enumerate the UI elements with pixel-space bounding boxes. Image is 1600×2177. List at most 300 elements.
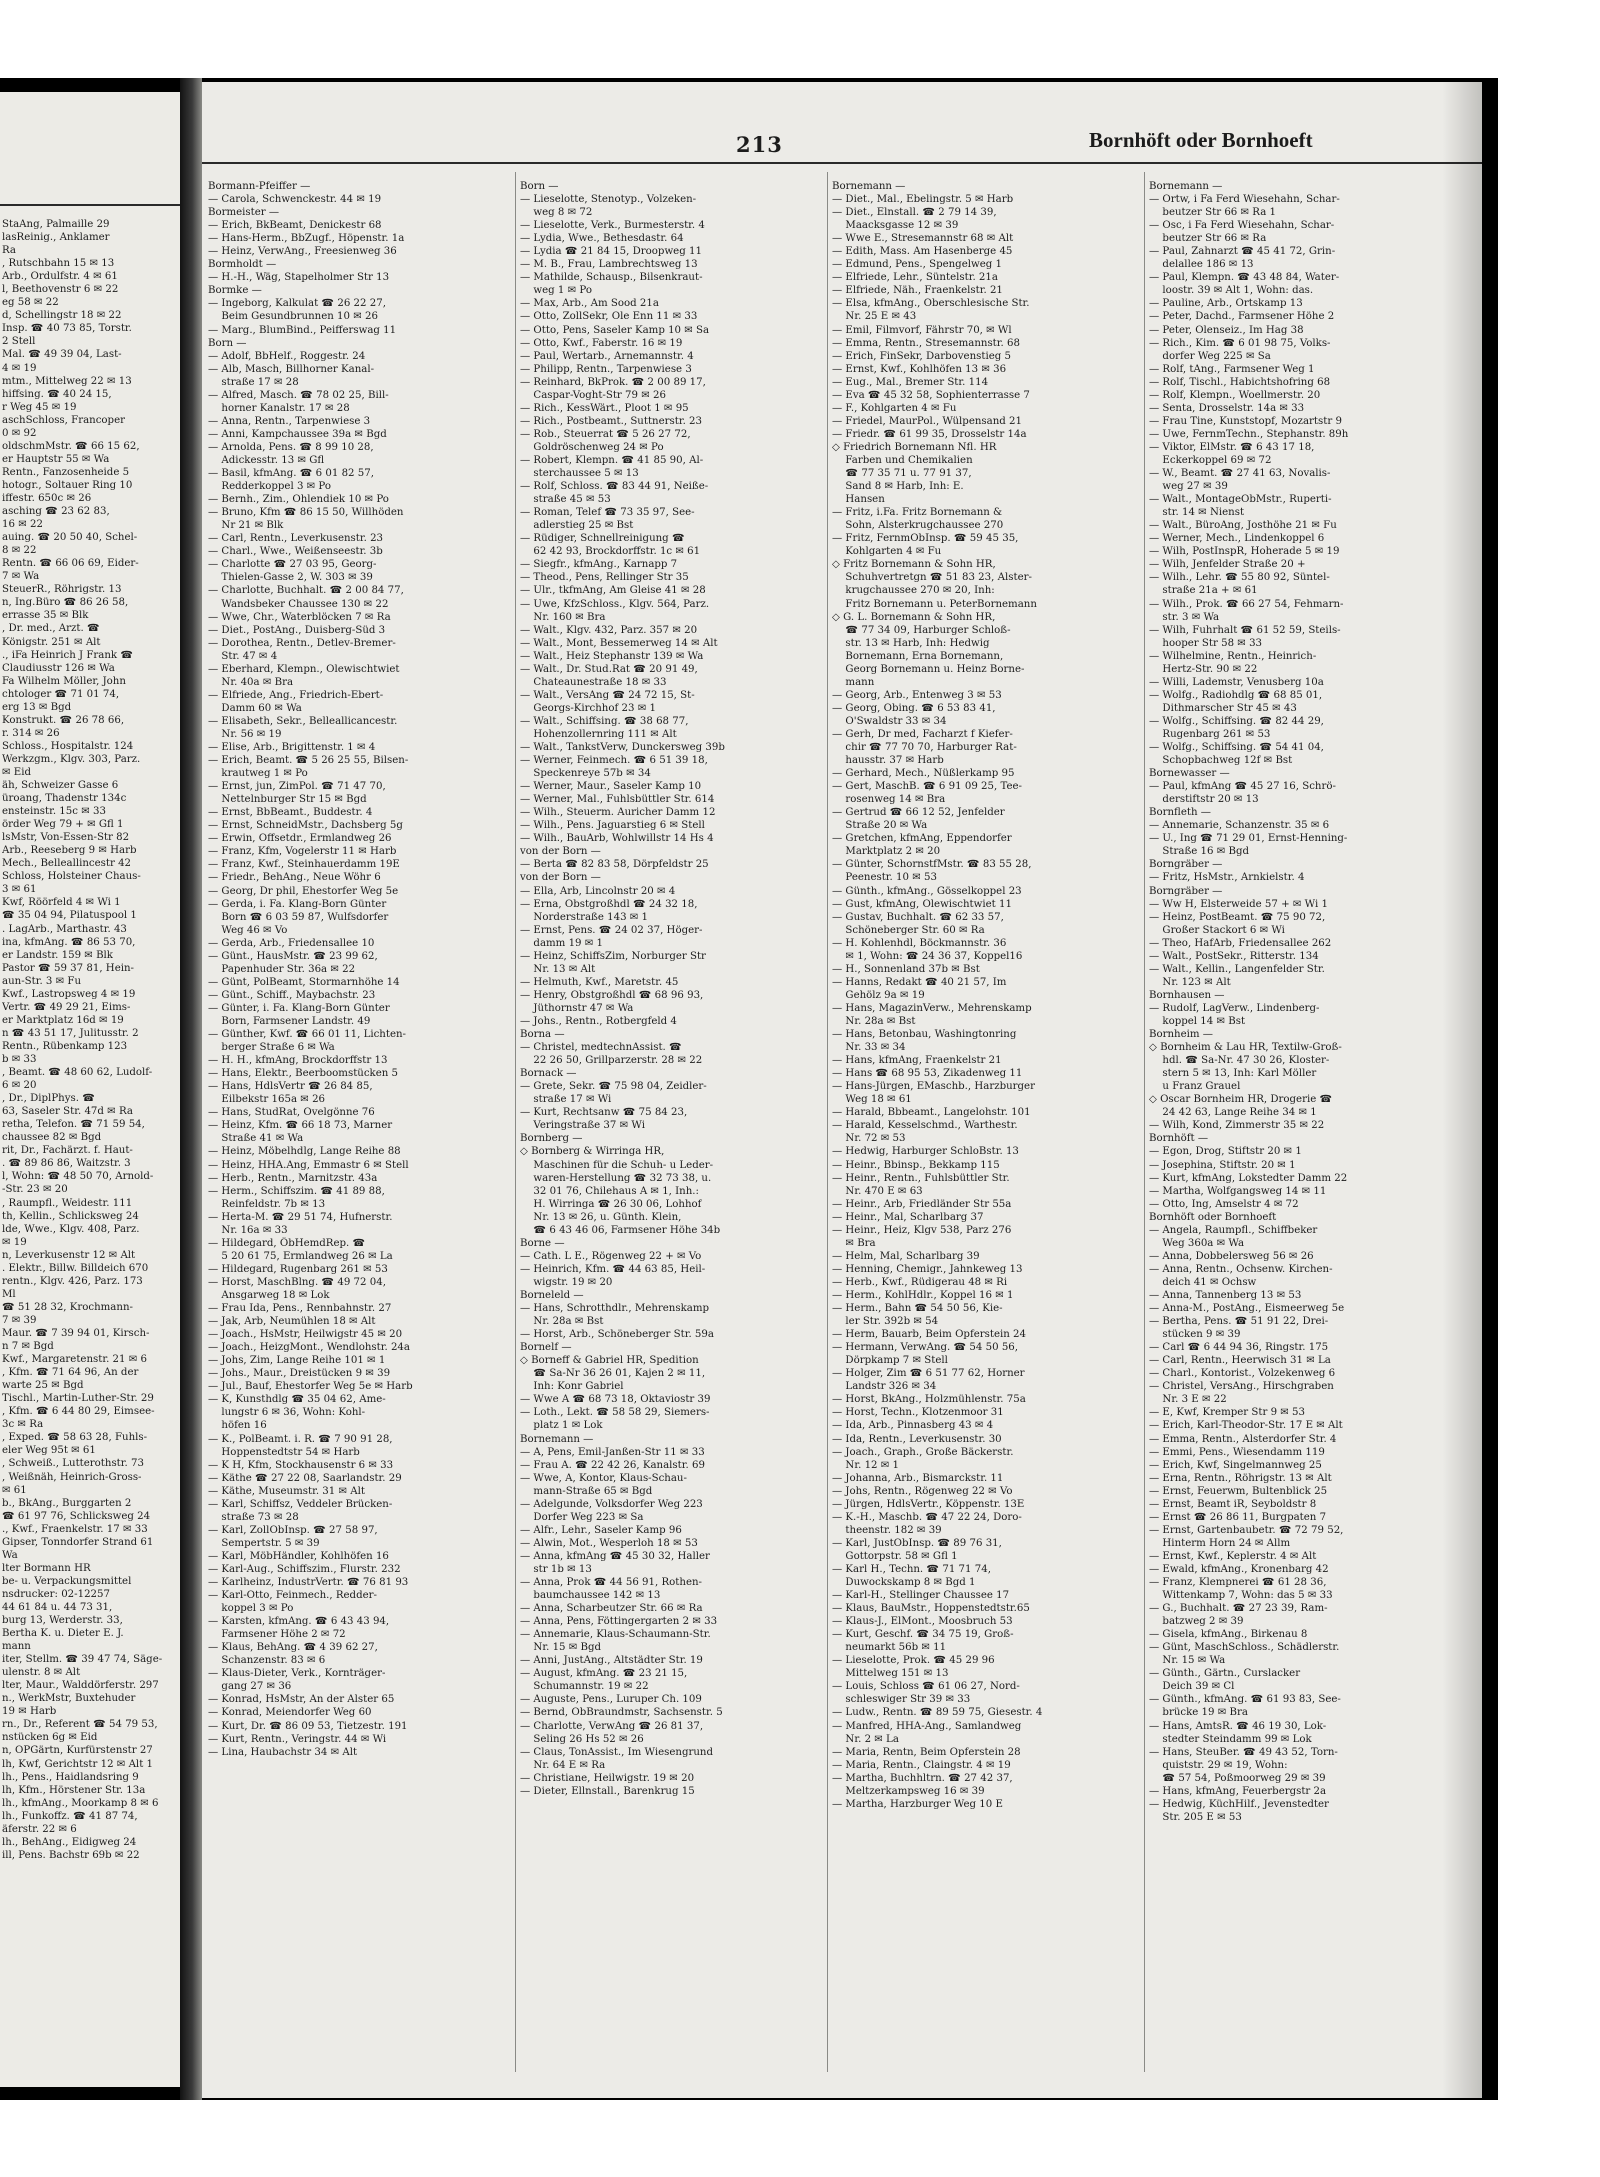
directory-entry: Gottorpstr. 58 ✉ Gfl 1	[832, 1550, 958, 1562]
directory-entry: Wandsbeker Chaussee 130 ✉ 22	[208, 598, 389, 610]
directory-entry: — Ernst, Gartenbaubetr. ☎ 72 79 52,	[1149, 1524, 1344, 1536]
directory-entry: ensteinstr. 15c ✉ 33	[2, 806, 106, 818]
directory-entry: schleswiger Str 39 ✉ 33	[832, 1694, 971, 1706]
directory-entry: — Horst, BkAng., Holzmühlenstr. 75a	[832, 1394, 1026, 1406]
directory-entry: — Rüdiger, Schnellreinigung ☎	[520, 533, 685, 545]
directory-entry: rentn., Klgv. 426, Parz. 173	[2, 1275, 143, 1287]
header-rule	[202, 162, 1482, 164]
directory-entry: retha, Telefon. ☎ 71 59 54,	[2, 1119, 145, 1131]
directory-entry: — Alb, Masch, Billhorner Kanal-	[208, 363, 375, 375]
directory-entry: , Exped. ☎ 58 63 28, Fuhls-	[2, 1432, 148, 1444]
directory-entry: Nr. 2 ✉ La	[832, 1733, 899, 1745]
directory-entry: — Henry, Obstgroßhdl ☎ 68 96 93,	[520, 989, 704, 1001]
directory-entry: — Günth., Gärtn., Curslacker	[1149, 1668, 1301, 1680]
directory-entry: koppel 14 ✉ Bst	[1149, 1016, 1246, 1027]
directory-entry: — Walt., Heiz Stephanstr 139 ✉ Wa	[520, 650, 704, 662]
directory-entry: StaAng, Palmaille 29	[2, 219, 110, 230]
directory-entry: — Erich, Kwf, Singelmannweg 25	[1149, 1459, 1322, 1471]
directory-entry: ler Str. 392b ✉ 54	[832, 1316, 939, 1328]
directory-entry: — Frau A. ☎ 22 42 26, Kanalstr. 69	[520, 1459, 705, 1471]
directory-entry: — Anni, JustAng., Altstädter Str. 19	[520, 1655, 703, 1667]
directory-entry: 2 Stell	[2, 336, 36, 348]
directory-entry: — Gerhard, Mech., Nüßlerkamp 95	[832, 768, 1015, 780]
directory-entry: mann	[2, 1641, 31, 1653]
directory-entry: — Werner, Mech., Lindenkoppel 6	[1149, 533, 1325, 545]
directory-entry: — Erich, Karl-Theodor-Str. 17 E ✉ Alt	[1149, 1420, 1343, 1432]
directory-entry: — Hans, StudRat, Ovelgönne 76	[208, 1107, 375, 1119]
directory-entry: — Elisabeth, Sekr., Belleallicancestr.	[208, 715, 398, 727]
directory-entry: koppel 3 ✉ Po	[208, 1603, 294, 1615]
directory-entry: — Herta-M. ☎ 29 51 74, Hufnerstr.	[208, 1211, 393, 1223]
directory-entry: — Alfr., Lehr., Saseler Kamp 96	[520, 1524, 682, 1536]
directory-entry: straße 17 ✉ Wi	[520, 1094, 612, 1106]
directory-entry: — E, Kwf, Kremper Str 9 ✉ 53	[1149, 1407, 1306, 1419]
directory-entry: ◇ Oscar Bornheim HR, Drogerie ☎	[1149, 1094, 1333, 1106]
column-separator	[1144, 172, 1145, 2072]
directory-entry: — Mathilde, Schausp., Bilsenkraut-	[520, 272, 703, 284]
directory-entry: — Dieter, Ellnstall., Barenkrug 15	[520, 1785, 695, 1797]
directory-entry: str 1b ✉ 13	[520, 1563, 592, 1575]
directory-entry: lsMstr, Von-Essen-Str 82	[2, 832, 130, 844]
directory-entry: — Arnolda, Pens. ☎ 8 99 10 28,	[208, 441, 374, 453]
directory-entry: ina, kfmAng. ☎ 86 53 70,	[2, 936, 136, 948]
directory-entry: — Ida, Rentn., Leverkusenstr. 30	[832, 1433, 1002, 1445]
directory-entry: n, Leverkusenstr 12 ✉ Alt	[2, 1249, 136, 1261]
directory-entry: — Carola, Schwenckestr. 44 ✉ 19	[208, 194, 382, 206]
directory-entry: Born —	[208, 337, 247, 349]
directory-entry: — Ernst, Beamt iR, Seyboldstr 8	[1149, 1498, 1317, 1510]
directory-entry: Kwf., Margaretenstr. 21 ✉ 6	[2, 1354, 148, 1366]
directory-entry: — Basil, kfmAng. ☎ 6 01 82 57,	[208, 468, 374, 480]
directory-entry: Mal. ☎ 49 39 04, Last-	[2, 349, 122, 361]
directory-entry: , Beamt. ☎ 48 60 62, Ludolf-	[2, 1067, 153, 1079]
directory-entry: stücken 9 ✉ 39	[1149, 1329, 1241, 1341]
directory-entry: — Helmuth, Kwf., Maretstr. 45	[520, 976, 679, 988]
directory-entry: Nr. 12 ✉ 1	[832, 1459, 900, 1471]
directory-entry: Bornack —	[520, 1068, 577, 1080]
directory-entry: sterchaussee 5 ✉ 13	[520, 468, 639, 480]
directory-entry: — Wwe, Chr., Waterblöcken 7 ✉ Ra	[208, 611, 391, 623]
directory-entry: — Paul, Klempn. ☎ 43 48 84, Water-	[1149, 272, 1340, 284]
directory-entry: — Werner, Mal., Fuhlsbüttler Str. 614	[520, 794, 715, 806]
directory-column-4	[1149, 180, 1457, 1824]
directory-entry: eg 58 ✉ 22	[2, 297, 59, 309]
directory-entry: Bormke —	[208, 285, 262, 297]
directory-entry: Nr. 13 ✉ 26, u. Günth. Klein,	[520, 1211, 682, 1223]
directory-entry: wigstr. 19 ✉ 20	[520, 1276, 613, 1288]
directory-entry: — Wilh., Prok. ☎ 66 27 54, Fehmarn-	[1149, 598, 1344, 610]
directory-entry: — Hans-Jürgen, EMaschb., Harzburger	[832, 1081, 1035, 1093]
directory-entry: — Henning, Chemigr., Jahnkeweg 13	[832, 1263, 1023, 1275]
directory-entry: — Ernst, Kwf., Keplerstr. 4 ✉ Alt	[1149, 1550, 1317, 1562]
directory-entry: — Wwe, A, Kontor, Klaus-Schau-	[520, 1472, 687, 1484]
directory-entry: — Lydia ☎ 21 84 15, Droopweg 11	[520, 246, 702, 258]
directory-entry: 4 ✉ 19	[2, 362, 37, 374]
directory-entry: — Herm., KohlHdlr., Koppel 16 ✉ 1	[832, 1289, 1014, 1301]
directory-entry: — Kurt, Geschf. ☎ 34 75 19, Groß-	[832, 1629, 1014, 1641]
directory-entry: — Maria, Rentn, Beim Opferstein 28	[832, 1746, 1021, 1758]
directory-entry: Mittelweg 151 ✉ 13	[832, 1668, 949, 1680]
directory-entry: — Manfred, HHA-Ang., Samlandweg	[832, 1720, 1022, 1732]
left-page-column	[2, 218, 178, 1862]
directory-entry: n 7 ✉ Bgd	[2, 1341, 54, 1353]
directory-entry: — Adelgunde, Volksdorfer Weg 223	[520, 1498, 703, 1510]
directory-entry: — Loth., Lekt. ☎ 58 58 29, Siemers-	[520, 1407, 710, 1419]
directory-entry: Borna —	[520, 1029, 565, 1041]
directory-entry: Caspar-Voght-Str 79 ✉ 26	[520, 389, 666, 401]
directory-entry: — Bruno, Kfm ☎ 86 15 50, Willhöden	[208, 507, 404, 519]
directory-entry: — Heinz, Möbelhdlg, Lange Reihe 88	[208, 1146, 401, 1158]
directory-entry: krugchaussee 270 ✉ 20, Inh:	[832, 585, 995, 597]
directory-entry: n ☎ 43 51 17, Julitusstr. 2	[2, 1027, 139, 1039]
directory-entry: — Hans, kfmAng, Feuerbergstr 2a	[1149, 1785, 1327, 1797]
directory-entry: — Martha, Buchhltrn. ☎ 27 42 37,	[832, 1772, 1013, 1784]
directory-entry: — Carl ☎ 6 44 94 36, Ringstr. 175	[1149, 1342, 1329, 1354]
directory-entry: theenstr. 182 ✉ 39	[832, 1524, 942, 1536]
directory-entry: — Frau Tine, Kunststopf, Mozartstr 9	[1149, 415, 1342, 427]
directory-entry: Farben und Chemikalien	[832, 454, 973, 466]
directory-entry: — Heinr., Rentn., Fuhlsbüttler Str.	[832, 1172, 1010, 1184]
directory-entry: — K H, Kfm, Stockhausenstr 6 ✉ 33	[208, 1459, 394, 1471]
directory-entry: straße 73 ✉ 28	[208, 1511, 299, 1523]
directory-entry: Thielen-Gasse 2, W. 303 ✉ 39	[208, 572, 373, 584]
directory-entry: — Walt., Kellin., Langenfelder Str.	[1149, 963, 1325, 975]
directory-entry: , Dr., DiplPhys. ☎	[2, 1093, 95, 1105]
directory-entry: — Hans, AmtsR. ☎ 46 19 30, Lok-	[1149, 1720, 1327, 1732]
directory-entry: Mech., Belleallincestr 42	[2, 858, 132, 870]
directory-entry: iffestr. 650c ✉ 26	[2, 492, 92, 504]
directory-entry: Reinfeldstr. 7b ✉ 13	[208, 1198, 326, 1210]
directory-entry: — Johs, Rentn., Rögenweg 22 ✉ Vo	[832, 1485, 1013, 1497]
directory-entry: — Karlheinz, IndustrVertr. ☎ 76 81 93	[208, 1577, 409, 1589]
directory-entry: — Paul, kfmAng ☎ 45 27 16, Schrö-	[1149, 781, 1336, 793]
directory-entry: — Franz, Kwf., Steinhauerdamm 19E	[208, 859, 400, 871]
directory-entry: — Viktor, ElMstr. ☎ 6 43 17 18,	[1149, 441, 1315, 453]
directory-entry: — A, Pens, Emil-Janßen-Str 11 ✉ 33	[520, 1446, 705, 1458]
directory-entry: — Wilh, Kond, Zimmerstr 35 ✉ 22	[1149, 1120, 1325, 1132]
directory-entry: — Max, Arb., Am Sood 21a	[520, 298, 659, 310]
directory-entry: — Erich, FinSekr, Darbovenstieg 5	[832, 350, 1011, 362]
directory-entry: n, Ing.Büro ☎ 86 26 58,	[2, 597, 129, 609]
directory-entry: — Carl, Rentn., Leverkusenstr. 23	[208, 533, 384, 545]
directory-entry: — Anna, Pens, Föttingergarten 2 ✉ 33	[520, 1616, 718, 1628]
directory-entry: Bornelf —	[520, 1342, 572, 1354]
directory-entry: — Ulr., tkfmAng, Am Gleise 41 ✉ 28	[520, 585, 706, 597]
directory-entry: — Carl, Rentn., Heerwisch 31 ✉ La	[1149, 1355, 1331, 1367]
directory-entry: — Heinr., Mal, Scharlbarg 37	[832, 1211, 984, 1223]
directory-entry: ◇ Borneff & Gabriel HR, Spedition	[520, 1355, 699, 1367]
directory-entry: adlerstieg 25 ✉ Bst	[520, 520, 634, 532]
directory-entry: Fa Wilhelm Möller, John	[2, 675, 126, 687]
directory-entry: — Gerda, Arb., Friedensallee 10	[208, 937, 375, 949]
directory-entry: — Bernd, ObBraundmstr, Sachsenstr. 5	[520, 1707, 723, 1719]
directory-entry: — Otto, Ing, Amselstr 4 ✉ 72	[1149, 1198, 1299, 1210]
directory-entry: weg 8 ✉ 72	[520, 207, 593, 219]
directory-entry: — H. H., kfmAng, Brockdorffstr 13	[208, 1055, 388, 1067]
directory-entry: 19 ✉ Harb	[2, 1706, 57, 1718]
directory-entry: Str. 205 E ✉ 53	[1149, 1811, 1242, 1823]
directory-entry: — Willi, Lademstr, Venusberg 10a	[1149, 676, 1324, 688]
directory-entry: Hertz-Str. 90 ✉ 22	[1149, 663, 1258, 675]
directory-entry: — Käthe ☎ 27 22 08, Saarlandstr. 29	[208, 1472, 402, 1484]
directory-entry: Bormeister —	[208, 207, 280, 219]
directory-entry: — Walt., PostSekr., Ritterstr. 134	[1149, 950, 1319, 962]
directory-entry: — Rich., Kim. ☎ 6 01 98 75, Volks-	[1149, 337, 1331, 349]
directory-entry: — Günth., kfmAng., Gösselkoppel 23	[832, 885, 1022, 897]
directory-entry: ☎ Sa-Nr 36 26 01, Kajen 2 ✉ 11,	[520, 1368, 706, 1380]
directory-entry: — Wolfg., Radiohdlg ☎ 68 85 01,	[1149, 689, 1323, 701]
directory-entry: — Christel, medtechnAssist. ☎	[520, 1042, 682, 1054]
directory-entry: — Ewald, kfmAng., Kronenbarg 42	[1149, 1563, 1329, 1575]
directory-entry: Claudiusstr 126 ✉ Wa	[2, 662, 115, 674]
directory-entry: Rentn., Rübenkamp 123	[2, 1040, 128, 1052]
directory-entry: Ansgarweg 18 ✉ Lok	[208, 1289, 330, 1301]
directory-entry: Schuhvertretgn ☎ 51 83 23, Alster-	[832, 572, 1032, 584]
directory-entry: — Johs., Rentn., Rotbergfeld 4	[520, 1016, 677, 1027]
directory-entry: ✉ 1, Wohn: ☎ 24 36 37, Koppel16	[832, 950, 1023, 962]
directory-entry: . ☎ 89 86 86, Waitzstr. 3	[2, 1158, 131, 1170]
directory-entry: lter, Maur., Walddörferstr. 297	[2, 1680, 159, 1692]
directory-entry: Nr. 28a ✉ Bst	[832, 1016, 916, 1027]
directory-entry: — Emma, Rentn., Alsterdorfer Str. 4	[1149, 1433, 1337, 1445]
directory-entry: — Wilh., Steuerm. Auricher Damm 12	[520, 807, 716, 819]
directory-entry: Eilbekstr 165a ✉ 26	[208, 1094, 326, 1106]
directory-entry: — Walt., Schiffsing. ☎ 38 68 77,	[520, 715, 689, 727]
directory-entry: — Herm., Bahn ☎ 54 50 56, Kie-	[832, 1303, 1003, 1315]
directory-entry: — Kurt, Rechtsanw ☎ 75 84 23,	[520, 1107, 688, 1119]
directory-entry: b ✉ 33	[2, 1054, 37, 1065]
directory-entry: ◇ Fritz Bornemann & Sohn HR,	[832, 559, 996, 571]
directory-entry: Straße 16 ✉ Bgd	[1149, 846, 1250, 858]
directory-entry: — Georg, Obing. ☎ 6 53 83 41,	[832, 702, 996, 714]
directory-entry: batzweg 2 ✉ 39	[1149, 1616, 1244, 1628]
directory-entry: Seling 26 Hs 52 ✉ 26	[520, 1733, 644, 1745]
directory-entry: str. 14 ✉ Nienst	[1149, 507, 1245, 519]
directory-entry: — K., PolBeamt. i. R. ☎ 7 90 91 28,	[208, 1433, 393, 1445]
directory-entry: Kwf, Röörfeld 4 ✉ Wi 1	[2, 897, 121, 909]
directory-entry: 16 ✉ 22	[2, 519, 43, 531]
directory-entry: — Karl-Otto, Feinmech., Redder-	[208, 1590, 377, 1602]
directory-entry: mtm., Mittelweg 22 ✉ 13	[2, 375, 132, 387]
directory-entry: — Eug., Mal., Bremer Str. 114	[832, 376, 989, 388]
directory-entry: ☎ 77 35 71 u. 77 91 37,	[832, 468, 972, 480]
directory-entry: mann	[832, 676, 875, 688]
directory-entry: brücke 19 ✉ Bra	[1149, 1707, 1248, 1719]
directory-entry: Chateaunestraße 18 ✉ 33	[520, 676, 667, 688]
directory-entry: — F., Kohlgarten 4 ✉ Fu	[832, 402, 957, 414]
right-page	[202, 82, 1482, 2098]
directory-entry: — Cath. L E., Rögenweg 22 + ✉ Vo	[520, 1250, 702, 1262]
directory-entry: — Uwe, FernmTechn., Stephanstr. 89h	[1149, 428, 1349, 440]
directory-entry: ☎ 77 34 09, Harburger Schloß-	[832, 624, 1011, 636]
directory-entry: str. 3 ✉ Wa	[1149, 611, 1220, 623]
directory-entry: — Herm, Bauarb, Beim Opferstein 24	[832, 1329, 1026, 1341]
directory-entry: — Johs., Maur., Dreistücken 9 ✉ 39	[208, 1368, 391, 1380]
directory-entry: — Heinz, Kfm. ☎ 66 18 73, Marner	[208, 1120, 393, 1132]
directory-entry: — Charlotte, VerwAng ☎ 26 81 37,	[520, 1720, 704, 1732]
directory-entry: Nr. 470 E ✉ 63	[832, 1185, 923, 1197]
book-gutter	[180, 78, 202, 2100]
directory-entry: Hoppenstedtstr 54 ✉ Harb	[208, 1446, 360, 1458]
directory-entry: — Wilh., BauArb, Wohlwillstr 14 Hs 4	[520, 833, 714, 845]
directory-entry: baumchaussee 142 ✉ 13	[520, 1590, 661, 1602]
directory-entry: — Gustav, Buchhalt. ☎ 62 33 57,	[832, 911, 1004, 923]
directory-entry: ☎ 61 97 76, Schlicksweg 24	[2, 1510, 151, 1522]
directory-entry: nsdrucker: 02-12257	[2, 1588, 111, 1600]
directory-entry: von der Born —	[520, 846, 601, 858]
directory-entry: Farmsener Höhe 2 ✉ 72	[208, 1629, 346, 1641]
directory-entry: Pastor ☎ 59 37 81, Hein-	[2, 962, 134, 974]
directory-entry: — Lydia, Wwe., Bethesdastr. 64	[520, 233, 684, 245]
directory-entry: — August, kfmAng. ☎ 23 21 15,	[520, 1668, 688, 1680]
directory-entry: ✉ Bra	[832, 1237, 876, 1249]
directory-entry: asching ☎ 23 62 83,	[2, 506, 110, 518]
directory-entry: — Konrad, Meiendorfer Weg 60	[208, 1707, 372, 1719]
directory-entry: Georg Bornemann u. Heinz Borne-	[832, 663, 1025, 675]
directory-entry: , Weißnäh, Heinrich-Gross-	[2, 1471, 142, 1483]
directory-entry: Gipser, Tonndorfer Strand 61	[2, 1536, 154, 1548]
directory-entry: — Herm., Schiffszim. ☎ 41 89 88,	[208, 1185, 385, 1197]
directory-entry: — Elfriede, Ang., Friedrich-Ebert-	[208, 689, 384, 701]
directory-entry: ✉ 61	[2, 1484, 27, 1496]
directory-entry: Nr. 25 E ✉ 43	[832, 311, 917, 323]
directory-entry: ✉ 19	[2, 1236, 27, 1248]
directory-entry: — Karl-Aug., Schiffszim., Flurstr. 232	[208, 1563, 401, 1575]
directory-entry: Königstr. 251 ✉ Alt	[2, 636, 101, 648]
directory-entry: — Wwe E., Stresemannstr 68 ✉ Alt	[832, 233, 1014, 245]
directory-entry: — Wolfg., Schiffsing. ☎ 54 41 04,	[1149, 742, 1324, 754]
directory-entry: — G., Buchhalt. ☎ 27 23 39, Ram-	[1149, 1603, 1328, 1615]
directory-entry: hotogr., Soltauer Ring 10	[2, 479, 133, 491]
directory-entry: — Otto, Pens, Saseler Kamp 10 ✉ Sa	[520, 324, 710, 336]
directory-entry: Arb., Reeseberg 9 ✉ Harb	[2, 845, 137, 857]
directory-entry: — Helm, Mal, Scharlbarg 39	[832, 1250, 980, 1262]
directory-entry: — Siegfr., kfmAng., Karnapp 7	[520, 559, 678, 571]
directory-entry: — Alwin, Mot., Wesperloh 18 ✉ 53	[520, 1537, 698, 1549]
directory-entry: Hansen	[832, 494, 885, 506]
directory-entry: ◇ Friedrich Bornemann Nfl. HR	[832, 441, 997, 453]
directory-entry: — Charlotte, Buchhalt. ☎ 2 00 84 77,	[208, 585, 404, 597]
directory-entry: rn., Dr., Referent ☎ 54 79 53,	[2, 1719, 158, 1731]
directory-entry: l, Beethovenstr 6 ✉ 22	[2, 284, 119, 296]
directory-entry: th, Kellin., Schlicksweg 24	[2, 1210, 139, 1222]
directory-entry: — Ida, Arb., Pinnasberg 43 ✉ 4	[832, 1420, 994, 1432]
directory-entry: — Lina, Haubachstr 34 ✉ Alt	[208, 1746, 358, 1758]
directory-entry: r. 314 ✉ 26	[2, 727, 60, 739]
directory-entry: — Johanna, Arb., Bismarckstr. 11	[832, 1472, 1004, 1484]
directory-entry: 5 20 61 75, Ermlandweg 26 ✉ La	[208, 1250, 393, 1262]
directory-entry: — Anna, Dobbelersweg 56 ✉ 26	[1149, 1250, 1314, 1262]
directory-entry: Nr. 123 ✉ Alt	[1149, 976, 1231, 988]
directory-entry: 63, Saseler Str. 47d ✉ Ra	[2, 1106, 133, 1118]
directory-entry: 7 ✉ Wa	[2, 571, 40, 583]
directory-entry: — Hans, SteuBer. ☎ 49 43 52, Torn-	[1149, 1746, 1338, 1758]
directory-entry: — Rudolf, LagVerw., Lindenberg-	[1149, 1002, 1320, 1014]
directory-entry: — Walt., VersAng ☎ 24 72 15, St-	[520, 689, 695, 701]
directory-entry: — Hans, Betonbau, Washingtonring	[832, 1029, 1017, 1041]
directory-entry: Nr. 72 ✉ 53	[832, 1133, 906, 1145]
directory-entry: — Günther, Kwf. ☎ 66 01 11, Lichten-	[208, 1029, 406, 1041]
directory-entry: Nr 21 ✉ Blk	[208, 520, 284, 532]
directory-entry: Inh: Konr Gabriel	[520, 1381, 624, 1393]
directory-entry: weg 27 ✉ 39	[1149, 481, 1228, 493]
directory-entry: — Senta, Drosselstr. 14a ✉ 33	[1149, 402, 1305, 414]
directory-entry: — Hanns, Redakt ☎ 40 21 57, Im	[832, 976, 1007, 988]
page-edge-shadow	[1442, 82, 1482, 2098]
directory-entry: — Herb., Kwf., Rüdigerau 48 ✉ Ri	[832, 1276, 1008, 1288]
directory-entry: Bornemann —	[832, 181, 906, 192]
directory-entry: Dörpkamp 7 ✉ Stell	[832, 1355, 948, 1367]
directory-entry: Nr. 15 ✉ Bgd	[520, 1642, 602, 1654]
directory-entry: Landstr 326 ✉ 34	[832, 1381, 937, 1393]
directory-entry: — Elsa, kfmAng., Oberschlesische Str.	[832, 298, 1030, 310]
directory-entry: delallee 186 ✉ 13	[1149, 259, 1254, 271]
directory-entry: Schumannstr. 19 ✉ 22	[520, 1681, 649, 1693]
directory-entry: — Anna, Rentn., Tarpenwiese 3	[208, 415, 371, 427]
directory-entry: , Schweiß., Lutterothstr. 73	[2, 1458, 144, 1470]
directory-entry: — Egon, Drog, Stiftstr 20 ✉ 1	[1149, 1146, 1302, 1158]
directory-entry: 3c ✉ Ra	[2, 1419, 44, 1431]
directory-entry: — Diet., Elnstall. ☎ 2 79 14 39,	[832, 207, 997, 219]
directory-entry: chir ☎ 77 70 70, Harburger Rat-	[832, 742, 1017, 754]
directory-entry: — Anna, Rentn., Ochsenw. Kirchen-	[1149, 1263, 1333, 1275]
directory-entry: — Berta ☎ 82 83 58, Dörpfeldstr 25	[520, 859, 709, 871]
directory-entry: — Lieselotte, Stenotyp., Volzeken-	[520, 194, 697, 206]
directory-entry: — Wwe A ☎ 68 73 18, Oktaviostr 39	[520, 1394, 711, 1406]
directory-entry: — Georg, Arb., Entenweg 3 ✉ 53	[832, 689, 1002, 701]
directory-entry: — Hildegard, Rugenbarg 261 ✉ 53	[208, 1263, 388, 1275]
directory-entry: 24 42 63, Lange Reihe 34 ✉ 1	[1149, 1107, 1317, 1119]
directory-entry: Maschinen für die Schuh- u Leder-	[520, 1159, 714, 1171]
directory-entry: ulenstr. 8 ✉ Alt	[2, 1667, 81, 1679]
directory-entry: — Klaus-J., ElMont., Moosbruch 53	[832, 1616, 1013, 1628]
directory-entry: Sand 8 ✉ Harb, Inh: E.	[832, 481, 964, 493]
directory-entry: — Heinrich, Kfm. ☎ 44 63 85, Heil-	[520, 1263, 706, 1275]
directory-entry: — Edith, Mass. Am Hasenberge 45	[832, 246, 1013, 258]
directory-entry: Schopbachweg 12f ✉ Bst	[1149, 755, 1293, 767]
directory-entry: . LagArb., Marthastr. 43	[2, 923, 127, 935]
directory-entry: — Walt., BüroAng, Josthöhe 21 ✉ Fu	[1149, 520, 1337, 532]
directory-entry: — Ernst, SchneidMstr., Dachsberg 5g	[208, 820, 403, 832]
directory-entry: weg 1 ✉ Po	[520, 285, 593, 297]
directory-entry: Borne —	[520, 1237, 565, 1249]
directory-entry: — Jürgen, HdlsVertr., Köppenstr. 13E	[832, 1498, 1025, 1510]
directory-entry: Sempertstr. 5 ✉ 39	[208, 1537, 320, 1549]
directory-entry: lde, Wwe., Klgv. 408, Parz.	[2, 1223, 140, 1235]
directory-entry: Bornewasser —	[1149, 768, 1230, 780]
directory-entry: Bornhöft oder Bornhoeft	[1149, 1211, 1277, 1223]
directory-entry: — Karl, MöbHändler, Kohlhöfen 16	[208, 1550, 389, 1562]
directory-entry: — Jul., Bauf, Ehestorfer Weg 5e ✉ Harb	[208, 1381, 413, 1393]
directory-entry: Nr. 40a ✉ Bra	[208, 676, 294, 688]
directory-entry: ✉ Eid	[2, 766, 31, 778]
directory-entry: — Ernst, Kwf., Kohlhöfen 13 ✉ 36	[832, 363, 1007, 375]
directory-entry: Ml	[2, 1288, 16, 1300]
directory-entry: Str. 47 ✉ 4	[208, 650, 278, 662]
directory-entry: — Diet., PostAng., Duisberg-Süd 3	[208, 624, 386, 636]
directory-entry: eler Weg 95t ✉ 61	[2, 1445, 96, 1457]
directory-entry: — Wilh, Jenfelder Straße 20 +	[1149, 559, 1306, 571]
directory-entry: — Friedel, MaurPol., Wülpensand 21	[832, 415, 1022, 427]
directory-entry: Fritz Bornemann u. PeterBornemann	[832, 598, 1037, 610]
directory-entry: Nr. 16a ✉ 33	[208, 1224, 288, 1236]
directory-entry: — Charl., Wwe., Weißenseestr. 3b	[208, 546, 383, 558]
directory-entry: — K.-H., Maschb. ☎ 47 22 24, Doro-	[832, 1511, 1022, 1523]
directory-entry: ill, Pens. Bachstr 69b ✉ 22	[2, 1849, 140, 1861]
directory-entry: ☎ 57 54, Poßmoorweg 29 ✉ 39	[1149, 1772, 1326, 1784]
directory-entry: — Horst, MaschBlng. ☎ 49 72 04,	[208, 1276, 386, 1288]
directory-entry: loostr. 39 ✉ Alt 1, Wohn: das.	[1149, 285, 1314, 297]
